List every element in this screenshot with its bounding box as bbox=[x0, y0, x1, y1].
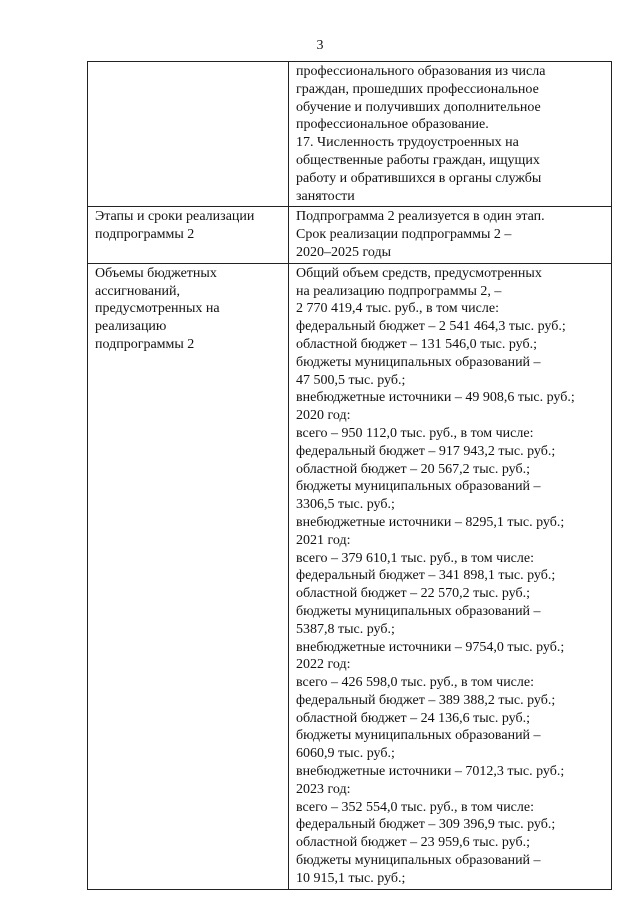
row-label-cell bbox=[88, 62, 289, 207]
row-value-line: 17. Численность трудоустроенных на bbox=[296, 135, 519, 151]
row-value-line: профессиональное образование. bbox=[296, 117, 489, 133]
row-value-line: федеральный бюджет – 389 388,2 тыс. руб.; bbox=[296, 692, 556, 708]
row-value-line: бюджеты муниципальных образований – bbox=[296, 728, 541, 744]
row-value-line: внебюджетные источники – 8295,1 тыс. руб.; bbox=[296, 514, 565, 530]
row-label-line: реализацию bbox=[95, 319, 167, 335]
row-value-line: федеральный бюджет – 917 943,2 тыс. руб.; bbox=[296, 443, 556, 459]
row-value-line: всего – 379 610,1 тыс. руб., в том числе: bbox=[296, 550, 534, 566]
row-value-line: 3306,5 тыс. руб.; bbox=[296, 497, 395, 513]
row-value-line: бюджеты муниципальных образований – bbox=[296, 603, 541, 619]
row-value-line: 2022 год: bbox=[296, 657, 351, 673]
row-value-line: на реализацию подпрограммы 2, – bbox=[296, 283, 502, 299]
row-value-line: внебюджетные источники – 9754,0 тыс. руб.; bbox=[296, 639, 565, 655]
row-value-line: Срок реализации подпрограммы 2 – bbox=[296, 227, 512, 243]
row-label-line: предусмотренных на bbox=[95, 301, 220, 317]
row-value-line: федеральный бюджет – 309 396,9 тыс. руб.; bbox=[296, 817, 556, 833]
row-value-cell bbox=[289, 62, 612, 207]
row-value-line: областной бюджет – 23 959,6 тыс. руб.; bbox=[296, 835, 530, 851]
row-value-line: федеральный бюджет – 2 541 464,3 тыс. руб.; bbox=[296, 319, 566, 335]
row-value-line: обучение и получивших дополнительное bbox=[296, 99, 541, 115]
row-value-line: всего – 950 112,0 тыс. руб., в том числе: bbox=[296, 425, 534, 441]
row-value-line: Общий объем средств, предусмотренных bbox=[296, 265, 542, 281]
row-value-line: внебюджетные источники – 7012,3 тыс. руб.; bbox=[296, 764, 565, 780]
row-label-line: Этапы и сроки реализации bbox=[95, 209, 255, 225]
row-value-cell bbox=[289, 207, 612, 263]
row-value-line: 2020–2025 годы bbox=[296, 244, 392, 260]
row-label-line: подпрограммы 2 bbox=[95, 336, 195, 352]
table-row bbox=[88, 207, 612, 263]
row-value-cell bbox=[289, 263, 612, 889]
row-value-line: 10 915,1 тыс. руб.; bbox=[296, 870, 406, 886]
row-label-cell bbox=[88, 263, 289, 889]
row-value-line: граждан, прошедших профессиональное bbox=[296, 81, 539, 97]
table-row bbox=[88, 263, 612, 889]
row-label-line: Объемы бюджетных bbox=[95, 265, 217, 281]
row-value-line: бюджеты муниципальных образований – bbox=[296, 479, 541, 495]
row-value-line: общественные работы граждан, ищущих bbox=[296, 152, 540, 168]
row-value-line: Подпрограмма 2 реализуется в один этап. bbox=[296, 209, 545, 225]
row-value-line: работу и обратившихся в органы службы bbox=[296, 170, 542, 186]
row-value-line: областной бюджет – 131 546,0 тыс. руб.; bbox=[296, 336, 537, 352]
row-value-line: 2 770 419,4 тыс. руб., в том числе: bbox=[296, 301, 499, 317]
page-number: 3 bbox=[316, 38, 324, 53]
row-value-line: областной бюджет – 22 570,2 тыс. руб.; bbox=[296, 586, 530, 602]
row-value-line: бюджеты муниципальных образований – bbox=[296, 853, 541, 869]
row-value-line: 2023 год: bbox=[296, 781, 351, 797]
table-row bbox=[88, 62, 612, 207]
row-value-line: всего – 426 598,0 тыс. руб., в том числе: bbox=[296, 675, 534, 691]
row-value-line: бюджеты муниципальных образований – bbox=[296, 354, 541, 370]
row-value-line: 6060,9 тыс. руб.; bbox=[296, 746, 395, 762]
row-label-line: ассигнований, bbox=[95, 283, 180, 299]
row-value-line: всего – 352 554,0 тыс. руб., в том числе: bbox=[296, 799, 534, 815]
passport-table bbox=[87, 61, 612, 890]
row-value-line: 2020 год: bbox=[296, 408, 351, 424]
row-label-line: подпрограммы 2 bbox=[95, 227, 195, 243]
row-value-line: 47 500,5 тыс. руб.; bbox=[296, 372, 406, 388]
row-value-line: 5387,8 тыс. руб.; bbox=[296, 621, 395, 637]
row-value-line: областной бюджет – 24 136,6 тыс. руб.; bbox=[296, 710, 530, 726]
row-value-line: занятости bbox=[296, 188, 355, 204]
row-value-line: внебюджетные источники – 49 908,6 тыс. руб.; bbox=[296, 390, 575, 406]
row-value-line: областной бюджет – 20 567,2 тыс. руб.; bbox=[296, 461, 530, 477]
row-value-line: федеральный бюджет – 341 898,1 тыс. руб.; bbox=[296, 568, 556, 584]
row-label-cell bbox=[88, 207, 289, 263]
row-value-line: профессионального образования из числа bbox=[296, 64, 546, 79]
row-value-line: 2021 год: bbox=[296, 532, 351, 548]
